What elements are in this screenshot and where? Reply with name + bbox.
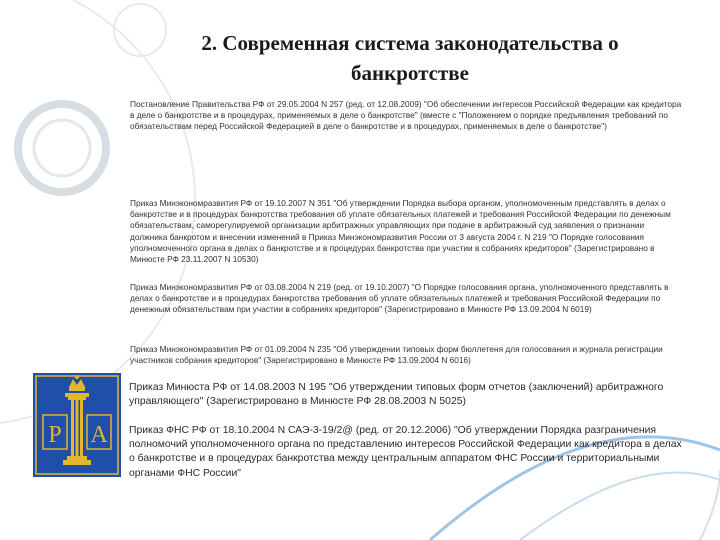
deco-arc-bottom-2 bbox=[520, 473, 720, 540]
regulation-paragraph-6: Приказ ФНС РФ от 18.10.2004 N САЭ-3-19/2@ (ред. от 20.12.2006) "Об утверждении Порядка разграничения полномочий уполномоченного органа по представлению интересов Российской Федерации как кредитора в делах о банкротстве и в процедурах банкротства между центральным аппаратом ФНС России и территориальными органами ФНС России" bbox=[129, 425, 682, 479]
slide-title bbox=[150, 28, 670, 88]
deco-ring-medium bbox=[18, 104, 106, 192]
emblem-letter-r: Р bbox=[48, 422, 62, 448]
regulation-paragraph-4: Приказ Минэкономразвития РФ от 01.09.2004 N 235 "Об утверждении типовых форм бюллетеня для голосования и журнала регистрации участников собрания кредиторов" (Зарегистрировано в Минюсте РФ 13.09.2004 N 6016) bbox=[130, 344, 663, 366]
title-line-1: 2. Современная система законодательства о bbox=[201, 31, 619, 55]
deco-ring-small bbox=[34, 120, 90, 176]
regulation-paragraph-5: Приказ Минюста РФ от 14.08.2003 N 195 "Об утверждении типовых форм отчетов (заключений) арбитражного управляющего" (Зарегистрировано в Минюсте РФ 28.08.2003 N 5025) bbox=[129, 382, 664, 408]
regulation-paragraph-2: Приказ Минэкономразвития РФ от 19.10.2007 N 351 "Об утверждении Порядка выбора органом, уполномоченным представлять в делах о банкротстве и в процедурах банкротства требования об уплате обязательных платежей и требования Российской Федерации по денежным обязательствам, саморегулируемой организации арбитражных управляющих при подаче в арбитражный суд заявления о признании должника банкротом и внесении изменений в Приказ Минэкономразвития России от 3 августа 2004 г. N 219 "О Порядке голосования уполномоченного органа в делах о банкротстве и в процедурах банкротства при участии в собраниях кредиторов" (Зарегистрировано в Минюсте РФ 23.11.2007 N 10530) bbox=[130, 198, 671, 265]
title-line-2: банкротстве bbox=[351, 61, 469, 85]
academy-emblem-icon bbox=[33, 373, 121, 477]
deco-arc-right bbox=[700, 470, 720, 540]
regulation-paragraph-3: Приказ Минэкономразвития РФ от 03.08.2004 N 219 (ред. от 19.10.2007) "О Порядке голосования органа, уполномоченного представлять в делах о банкротстве и в процедурах банкротства требования об уплате обязательных платежей и требования Российской Федерации по денежным обязательствам при участии в собраниях кредиторов" (Зарегистрировано в Минюсте РФ 13.09.2004 N 6019) bbox=[130, 282, 669, 315]
regulation-paragraph-1: Постановление Правительства РФ от 29.05.2004 N 257 (ред. от 12.08.2009) "Об обеспечении интересов Российской Федерации как кредитора в деле о банкротстве и в процедурах, применяемых в деле о банкротстве" (вместе с "Положением о порядке предъявления требований по обязательствам перед Российской Федерацией в деле о банкротстве и в процедурах, применяемых в деле о банкротстве") bbox=[130, 99, 682, 132]
emblem-letter-a: А bbox=[90, 422, 108, 448]
